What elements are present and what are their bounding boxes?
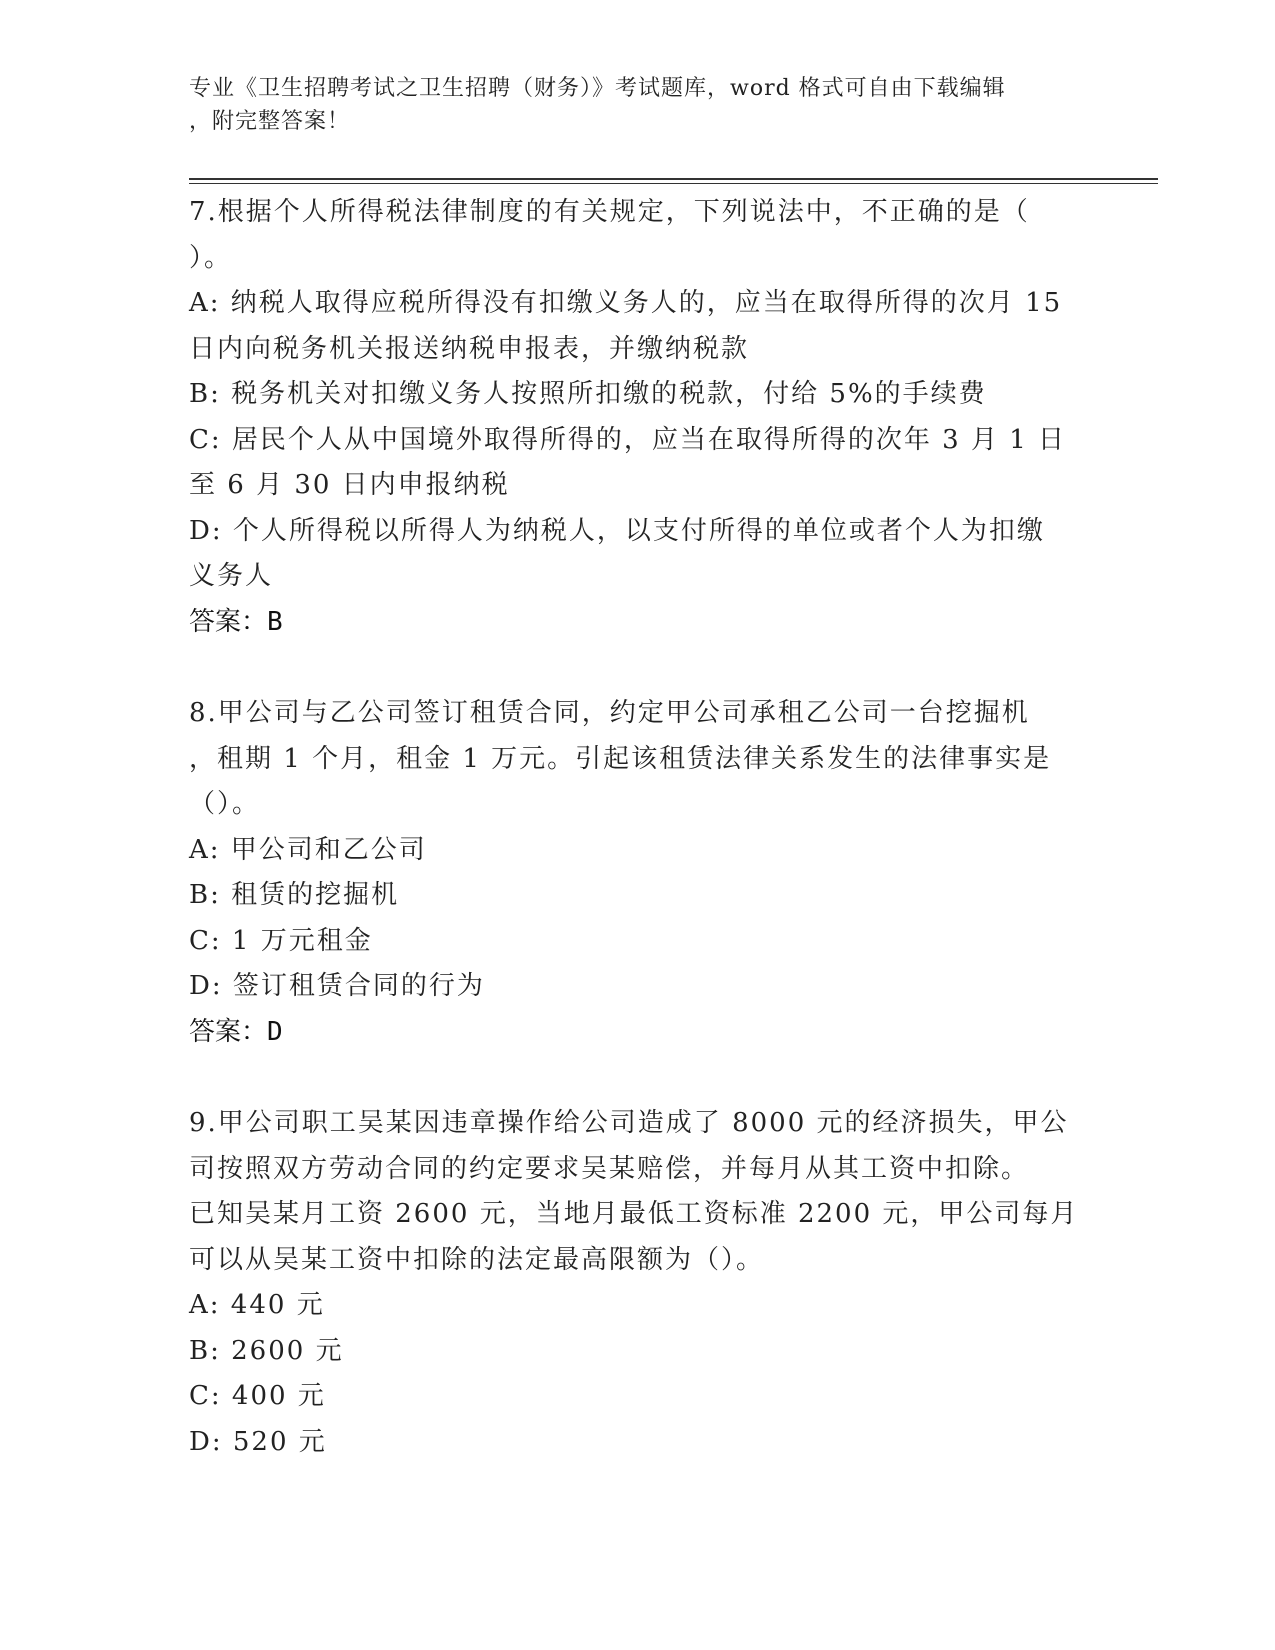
question-stem — [189, 691, 1089, 828]
answer-option-line: A: 甲公司和乙公司 — [189, 834, 427, 865]
answer-option-line: 日内向税务机关报送纳税申报表，并缴纳税款 — [189, 333, 750, 364]
question-7 — [189, 190, 1089, 645]
question-8 — [189, 691, 1089, 1055]
answer-key: 答案：B — [189, 606, 283, 637]
question-stem-line: 8.甲公司与乙公司签订租赁合同，约定甲公司承租乙公司一台挖掘机 — [189, 698, 1030, 728]
answer-option-line: 至 6 月 30 日内申报纳税 — [189, 470, 510, 500]
answer-option-line: D: 签订租赁合同的行为 — [189, 971, 485, 1001]
question-spacer — [189, 645, 1089, 691]
question-stem-line: 已知吴某月工资 2600 元，当地月最低工资标准 2200 元，甲公司每月 — [189, 1199, 1079, 1229]
question-stem-line: 司按照双方劳动合同的约定要求吴某赔偿，并每月从其工资中扣除。 — [189, 1153, 1030, 1184]
header-divider-thick — [189, 178, 1158, 180]
answer-option — [189, 418, 1089, 509]
answer-option — [189, 873, 1089, 919]
answer-option-line: A: 440 元 — [189, 1290, 325, 1320]
answer-key: 答案：D — [189, 1016, 283, 1047]
header-line-2: ，附完整答案！ — [189, 109, 351, 134]
document-header — [189, 72, 1089, 138]
answer-option-line: C: 居民个人从中国境外取得所得的，应当在取得所得的次年 3 月 1 日 — [189, 424, 1067, 455]
answer-option — [189, 1420, 1089, 1466]
question-stem-line: （）。 — [189, 789, 261, 819]
answer-option-line: C: 1 万元租金 — [189, 925, 373, 956]
answer-option-line: B: 租赁的挖掘机 — [189, 880, 400, 910]
answer-option-line: 义务人 — [189, 561, 274, 591]
answer-option — [189, 828, 1089, 874]
question-stem-line: ，租期 1 个月，租金 1 万元。引起该租赁法律关系发生的法律事实是 — [189, 743, 1052, 774]
answer-option-line: A: 纳税人取得应税所得没有扣缴义务人的，应当在取得所得的次月 15 — [189, 288, 1063, 318]
answer-option-line: C: 400 元 — [189, 1381, 326, 1411]
answer-option — [189, 919, 1089, 965]
answer-option-line: D: 个人所得税以所得人为纳税人，以支付所得的单位或者个人为扣缴 — [189, 515, 1045, 546]
question-list — [189, 190, 1089, 1465]
answer-option-line: B: 税务机关对扣缴义务人按照所扣缴的税款，付给 5%的手续费 — [189, 379, 987, 409]
answer-option — [189, 964, 1089, 1010]
answer-option-line: D: 520 元 — [189, 1426, 327, 1457]
answer-option — [189, 509, 1089, 600]
answer-option — [189, 1374, 1089, 1420]
question-stem — [189, 1101, 1089, 1283]
question-9 — [189, 1101, 1089, 1465]
question-stem-line: 9.甲公司职工吴某因违章操作给公司造成了 8000 元的经济损失，甲公 — [189, 1108, 1069, 1138]
question-spacer — [189, 1055, 1089, 1101]
answer-option-line: B: 2600 元 — [189, 1335, 344, 1366]
header-line-1: 专业《卫生招聘考试之卫生招聘（财务）》考试题库，word 格式可自由下载编辑 — [189, 76, 1006, 101]
answer-option — [189, 1329, 1089, 1375]
answer-option — [189, 281, 1089, 372]
answer-option — [189, 1283, 1089, 1329]
question-stem-line: 7.根据个人所得税法律制度的有关规定，下列说法中，不正确的是（ — [189, 197, 1030, 227]
question-stem-line: 可以从吴某工资中扣除的法定最高限额为（）。 — [189, 1244, 765, 1275]
question-stem — [189, 190, 1089, 281]
answer-option — [189, 372, 1089, 418]
question-stem-line: ）。 — [189, 242, 233, 273]
header-divider-thin — [189, 183, 1158, 184]
